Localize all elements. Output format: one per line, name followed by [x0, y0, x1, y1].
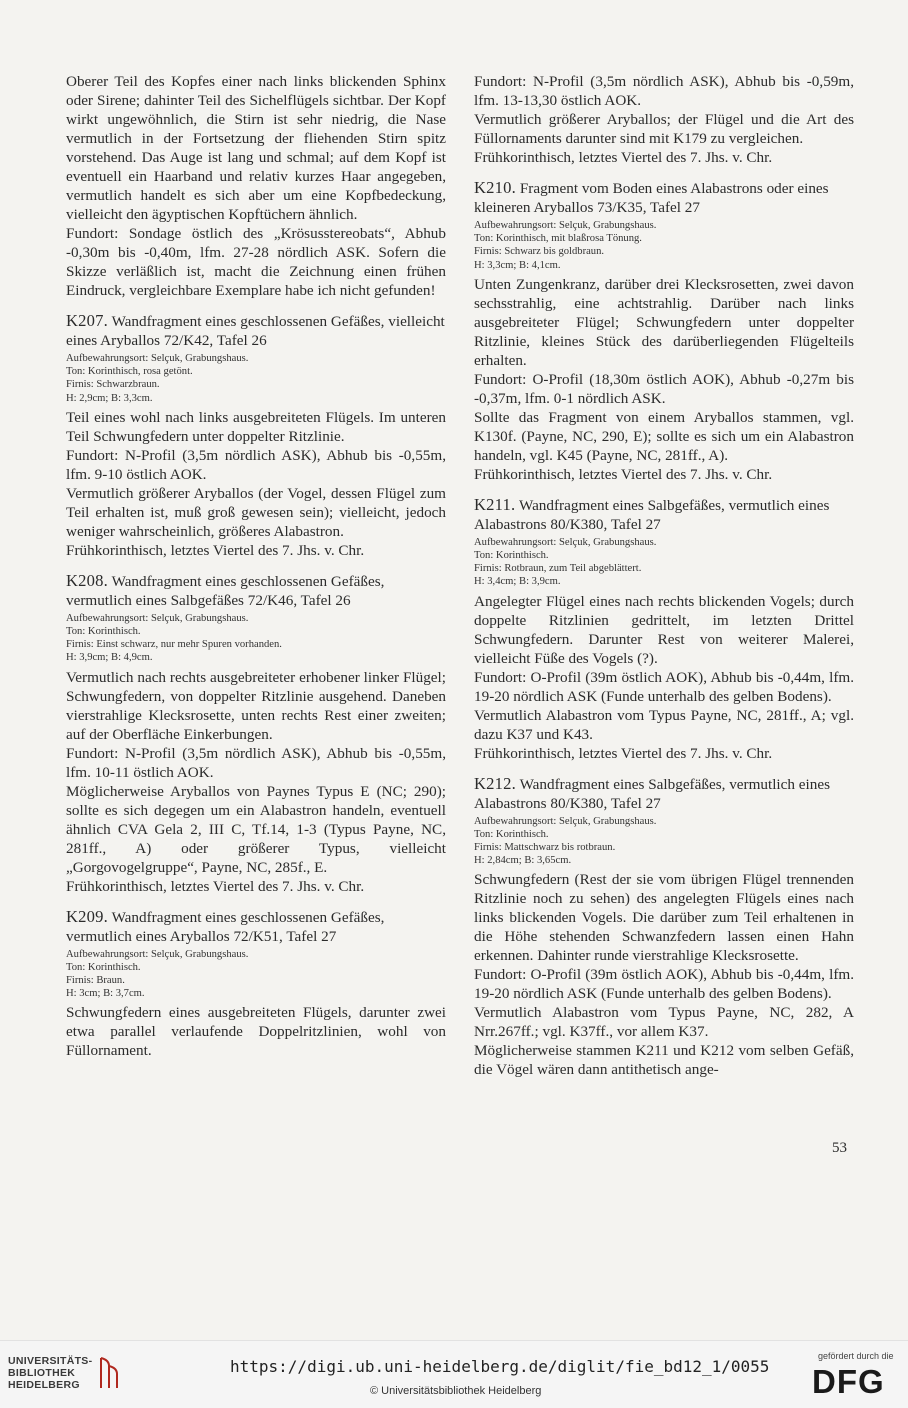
meta-glaze: Firnis: Einst schwarz, nur mehr Spuren vorhanden.	[66, 639, 282, 651]
entry-fundort: Fundort: O-Profil (18,30m östlich AOK), Abhub -0,27m bis -0,37m, lfm. 0-1 nördlich ASK.	[474, 370, 854, 407]
entry-heading	[66, 907, 446, 946]
meta-storage: Aufbewahrungsort: Selçuk, Grabungshaus.	[66, 612, 249, 624]
entry-title: Wandfragment eines Salbgefäßes, vermutlich eines Alabastrons 80/K380, Tafel 27	[474, 496, 830, 533]
entry-comparison: Möglicherweise Aryballos von Paynes Typus E (NC; 290); sollte es sich degegen um ein Alabastron handeln, eventuell ähnlich CVA Gela 2, III C, Tf.14, 1-3 (Typus Payne, NC, 281ff., A) oder größerer Typus, vielleicht „Gorgovogelgruppe“, Payne, NC, 285f., E.	[66, 782, 446, 876]
intro-paragraph: Oberer Teil des Kopfes einer nach links blickenden Sphinx oder Sirene; dahinter Teil des Sichelflügels sichtbar. Der Kopf wirkt ungewöhnlich, die Stirn ist sehr niedrig, die Nase vermutlich in der Fortsetzung der fliehenden Stirn spitz vorstehend. Das Auge ist lang und schmal; auf dem Kopf ist eventuell ein Haarband und relativ kurzes Haar angegeben, vermutlich handelt es sich aber um eine Kopfbedeckung, vielleicht den ägyptischen Kopftüchern ähnlich.	[66, 73, 446, 223]
catalog-entry-k210	[474, 178, 854, 484]
entry-comparison: Vermutlich größerer Aryballos (der Vogel, dessen Flügel zum Teil erhalten ist, muß groß gewesen sein); vielleicht, jedoch weniger wahrscheinlich, größeres Alabastron.	[66, 484, 446, 540]
viewer-footer	[0, 1340, 908, 1408]
entry-number: K208.	[66, 570, 109, 590]
entry-fundort: Fundort: N-Profil (3,5m nördlich ASK), Abhub bis -0,55m, lfm. 9-10 östlich AOK.	[66, 446, 446, 483]
library-logo[interactable]	[8, 1355, 120, 1391]
entry-comparison: Sollte das Fragment von einem Aryballos stammen, vgl. K130f. (Payne, NC, 290, E); sollte es sich um ein Alabastron handeln, vgl. K45 (Payne, NC, 281ff., A).	[474, 408, 854, 464]
right-column	[474, 72, 854, 1079]
entry-description: Angelegter Flügel eines nach rechts blickenden Vogels; durch doppelte Ritzlinien gedrittelt, im letzten Drittel Schwungfedern. Darunter Rest von weiterer Malerei, vielleicht Füße des Vogels (?).	[474, 592, 854, 667]
entry-number: K207.	[66, 311, 109, 330]
meta-dimensions: H: 3,4cm; B: 3,9cm.	[474, 576, 561, 588]
entry-description: Schwungfedern eines ausgebreiteten Flügels, darunter zwei etwa parallel verlaufende Doppelritzlinien, wohl von Füllornament.	[66, 1004, 446, 1060]
meta-dimensions: H: 3,3cm; B: 4,1cm.	[474, 259, 561, 271]
entry-title: Wandfragment eines geschlossenen Gefäßes, vielleicht eines Aryballos 72/K42, Tafel 26	[66, 313, 445, 349]
entry-metadata	[474, 536, 854, 589]
entry-title: Wandfragment eines geschlossenen Gefäßes, vermutlich eines Aryballos 72/K51, Tafel 27	[66, 908, 385, 945]
entry-heading	[474, 178, 854, 217]
continuation-fundort: Fundort: N-Profil (3,5m nördlich ASK), Abhub bis -0,59m, lfm. 13-13,30 östlich AOK.	[474, 73, 854, 109]
entry-heading	[66, 311, 446, 350]
meta-storage: Aufbewahrungsort: Selçuk, Grabungshaus.	[474, 815, 657, 827]
library-line: HEIDELBERG	[8, 1379, 80, 1391]
meta-clay: Ton: Korinthisch.	[474, 550, 549, 562]
entry-dating: Frühkorinthisch, letztes Viertel des 7. Jhs. v. Chr.	[474, 465, 773, 483]
entry-number: K212.	[474, 773, 517, 793]
funding-caption: gefördert durch die	[818, 1351, 894, 1361]
meta-clay: Ton: Korinthisch, rosa getönt.	[66, 366, 193, 378]
copyright-notice: © Universitätsbibliothek Heidelberg	[370, 1385, 542, 1397]
meta-glaze: Firnis: Mattschwarz bis rotbraun.	[474, 842, 616, 854]
library-name	[8, 1355, 92, 1391]
meta-dimensions: H: 3,9cm; B: 4,9cm.	[66, 652, 153, 664]
entry-metadata	[66, 352, 446, 405]
entry-fundort: Fundort: O-Profil (39m östlich AOK), Abhub bis -0,44m, lfm. 19-20 nördlich ASK (Funde unterhalb des gelben Bodens).	[474, 966, 854, 1003]
meta-storage: Aufbewahrungsort: Selçuk, Grabungshaus.	[474, 220, 657, 231]
entry-heading	[474, 774, 854, 813]
entry-metadata	[474, 219, 854, 272]
library-mark-icon	[98, 1356, 120, 1390]
entry-note: Möglicherweise stammen K211 und K212 vom selben Gefäß, die Vögel wären dann antithetisch ange-	[474, 1042, 854, 1079]
meta-glaze: Firnis: Braun.	[66, 975, 125, 987]
meta-glaze: Firnis: Schwarzbraun.	[66, 379, 160, 391]
meta-clay: Ton: Korinthisch.	[474, 828, 549, 840]
catalog-entry-k209	[66, 907, 446, 1061]
entry-comparison: Vermutlich Alabastron vom Typus Payne, NC, 281ff., A; vgl. dazu K37 und K43.	[474, 706, 854, 743]
entry-dating: Frühkorinthisch, letztes Viertel des 7. Jhs. v. Chr.	[66, 877, 365, 895]
entry-description: Vermutlich nach rechts ausgebreiteter erhobener linker Flügel; Schwungfedern, von doppelter Ritzlinie ausgehend. Daneben vierstrahlige Klecksrosette, unten rechts Rest einer zweiten; auf der Oberfläche Einkerbungen.	[66, 668, 446, 743]
left-column	[66, 72, 446, 1060]
meta-storage: Aufbewahrungsort: Selçuk, Grabungshaus.	[66, 948, 249, 960]
meta-storage: Aufbewahrungsort: Selçuk, Grabungshaus.	[474, 536, 657, 548]
meta-clay: Ton: Korinthisch.	[66, 961, 141, 973]
continuation-comparison: Vermutlich größerer Aryballos; der Flügel und die Art des Füllornaments darunter sind mit K179 zu vergleichen.	[474, 111, 854, 147]
entry-title: Wandfragment eines geschlossenen Gefäßes, vermutlich eines Salbgefäßes 72/K46, Tafel 26	[66, 572, 385, 609]
catalog-entry-k207	[66, 311, 446, 560]
entry-metadata	[474, 815, 854, 868]
entry-metadata	[66, 612, 446, 665]
dfg-logo[interactable]: DFG	[812, 1363, 885, 1400]
continuation-dating: Frühkorinthisch, letztes Viertel des 7. Jhs. v. Chr.	[474, 149, 773, 166]
entry-dating: Frühkorinthisch, letztes Viertel des 7. Jhs. v. Chr.	[66, 541, 365, 559]
meta-dimensions: H: 2,84cm; B: 3,65cm.	[474, 855, 572, 867]
entry-title: Fragment vom Boden eines Alabastrons oder eines kleineren Aryballos 73/K35, Tafel 27	[474, 180, 829, 216]
meta-storage: Aufbewahrungsort: Selçuk, Grabungshaus.	[66, 353, 249, 364]
library-line: UNIVERSITÄTS-	[8, 1355, 93, 1367]
permalink-url[interactable]: https://digi.ub.uni-heidelberg.de/diglit/fie_bd12_1/0055	[230, 1357, 770, 1376]
meta-clay: Ton: Korinthisch.	[66, 626, 141, 638]
entry-fundort: Fundort: O-Profil (39m östlich AOK), Abhub bis -0,44m, lfm. 19-20 nördlich ASK (Funde unterhalb des gelben Bodens).	[474, 668, 854, 705]
entry-title: Wandfragment eines Salbgefäßes, vermutlich eines Alabastrons 80/K380, Tafel 27	[474, 775, 830, 812]
meta-dimensions: H: 2,9cm; B: 3,3cm.	[66, 392, 153, 404]
entry-number: K211.	[474, 494, 516, 514]
entry-heading	[474, 495, 854, 534]
entry-description: Unten Zungenkranz, darüber drei Klecksrosetten, zwei davon sechsstrahlig, eine achtstrahlig. Darüber nach links ausgebreiteter Flügel; Schwungfedern unter doppelter Ritzlinie, kleines Stück des darüberliegenden Flügelteils erhalten.	[474, 275, 854, 369]
entry-description: Schwungfedern (Rest der sie vom übrigen Flügel trennenden Ritzlinie noch zu sehen) des angelegten Flügels eines nach links blickenden Vogels. Die darüber zum Teil erhaltenen in die Höhe stehenden Schwanzfedern lassen einen Hahn erkennen. Dahinter runde vierstrahlige Klecksrosette.	[474, 871, 854, 965]
entry-number: K210.	[474, 178, 517, 197]
entry-number: K209.	[66, 906, 109, 926]
meta-clay: Ton: Korinthisch, mit blaßrosa Tönung.	[474, 233, 642, 245]
catalog-entry-k208	[66, 571, 446, 896]
meta-glaze: Firnis: Rotbraun, zum Teil abgeblättert.	[474, 563, 642, 575]
meta-dimensions: H: 3cm; B: 3,7cm.	[66, 988, 145, 1000]
page-number: 53	[832, 1140, 847, 1156]
entry-dating: Frühkorinthisch, letztes Viertel des 7. Jhs. v. Chr.	[474, 744, 773, 762]
catalog-entry-k212	[474, 774, 854, 1080]
entry-heading	[66, 571, 446, 610]
intro-fundort: Fundort: Sondage östlich des „Krösusstereobats“, Abhub -0,30m bis -0,40m, lfm. 27-28 nördlich ASK. Sofern die Skizze verläßlich ist, macht die Zeichnung einen frühen Eindruck, vergleichbare Exemplare habe ich nicht gefunden!	[66, 225, 446, 299]
entry-fundort: Fundort: N-Profil (3,5m nördlich ASK), Abhub bis -0,55m, lfm. 10-11 östlich AOK.	[66, 744, 446, 781]
entry-description: Teil eines wohl nach links ausgebreiteten Flügels. Im unteren Teil Schwungfedern unter doppelter Ritzlinie.	[66, 408, 446, 445]
catalog-entry-k211	[474, 495, 854, 763]
library-line: BIBLIOTHEK	[8, 1367, 76, 1379]
entry-metadata	[66, 948, 446, 1001]
meta-glaze: Firnis: Schwarz bis goldbraun.	[474, 246, 605, 258]
entry-comparison: Vermutlich Alabastron vom Typus Payne, NC, 282, A Nrr.267ff.; vgl. K37ff., vor allem K37.	[474, 1004, 854, 1041]
